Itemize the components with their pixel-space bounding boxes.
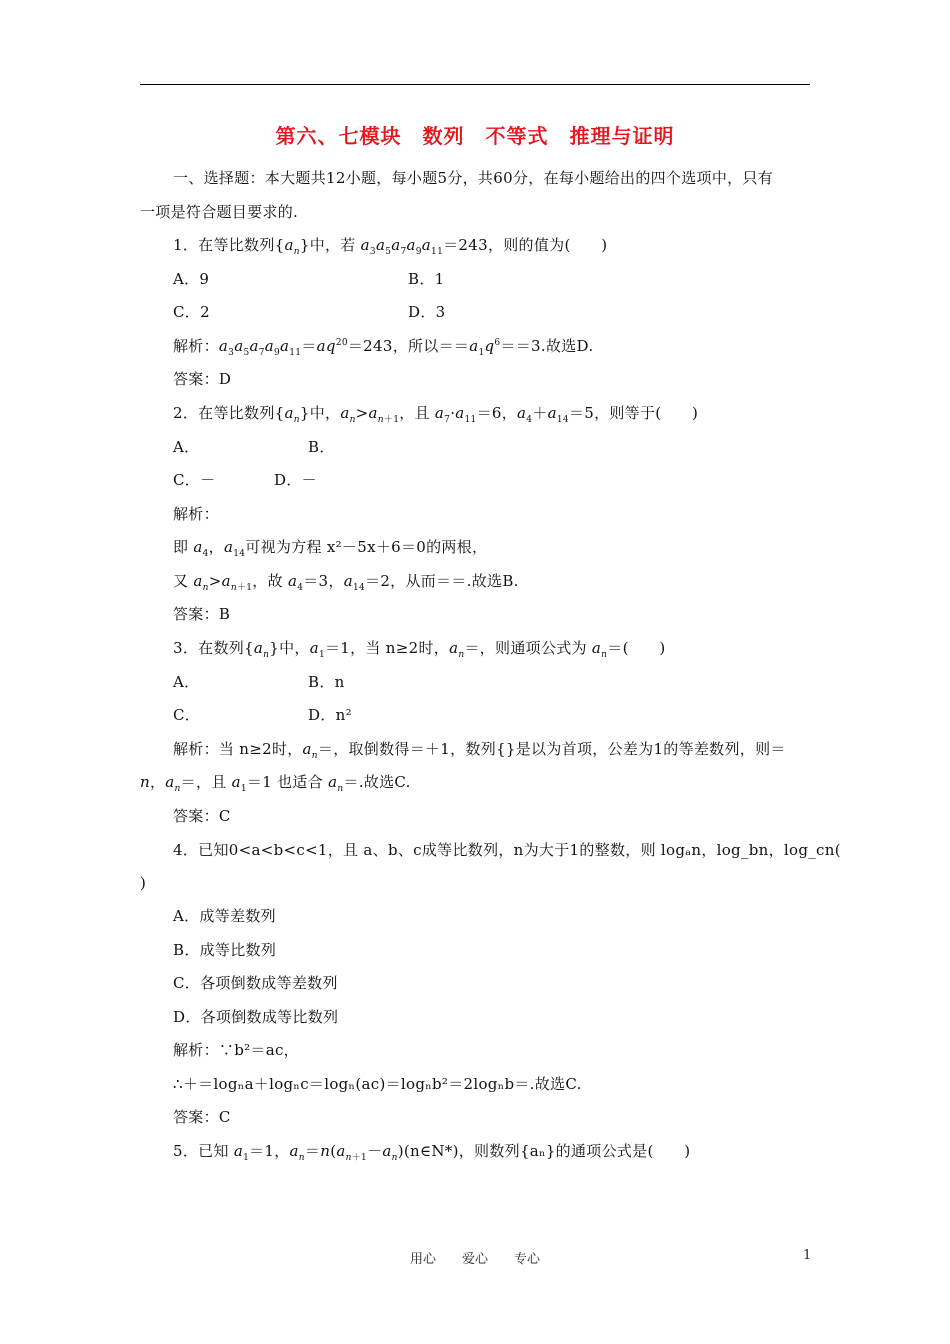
q3-option-d: D．n² [308,706,352,724]
q1-option-b: B．1 [408,270,445,288]
q1-stem: 1．在等比数列$\{a_n\}$中，若 $a_3a_5a_7a_9a_{11}=243$，则的值为( ) [173,236,608,257]
q2-stem: 2．在等比数列$\{a_n\}$中，$a_n>a_{n+1}$，且 $a_7\cdot a_{11}=6$，$a_4+a_{14}=5$，则等于( ) [173,404,699,425]
q4-option-a: A．成等差数列 [173,907,276,925]
q4-solution-2: ∴＋＝logₙa＋logₙc＝logₙ(ac)＝logₙb²＝2logₙb＝.故选C. [173,1075,582,1093]
q4-option-b: B．成等比数列 [173,941,277,959]
page-number: 1 [803,1248,812,1263]
q4-stem-2: ) [140,874,147,892]
q3-stem: 3．在数列$\{a_n\}$中，$a_1=1$，当 n≥2时，$a_n=$，则通项公式为 $a_n=$( ) [173,639,666,660]
q4-stem-1: 4．已知0<a<b<c<1，且 a、b、c成等比数列，n为大于1的整数，则 logₐn，log_bn，log_cn( [173,841,841,859]
q1-option-c: C．2 [173,303,210,321]
q4-option-d: D．各项倒数成等比数列 [173,1008,339,1026]
q3-option-b: B．n [308,673,345,691]
q3-solution-1: 解析：当 n≥2时，$a_n=$，取倒数得＝＋1，数列{}是以为首项，公差为1的等差数列，则＝ [173,740,786,761]
q4-option-c: C．各项倒数成等差数列 [173,974,338,992]
page-title: 第六、七模块 数列 不等式 推理与证明 [275,124,675,148]
intro-line-2: 一项是符合题目要求的. [140,203,299,221]
q2-option-b: B． [308,438,335,456]
q2-solution-label: 解析： [173,505,219,523]
q4-solution-1: 解析：∵b²＝ac， [173,1041,299,1059]
q3-option-c: C． [173,706,201,724]
q2-solution-2: 又 $a_n>a_{n+1}$，故 $a_4=3$，$a_{14}=2$，从而＝＝.故选B. [173,572,519,593]
q1-solution: 解析：$a_3a_5a_7a_9a_{11}=aq^{20}=243$，所以$==a_1q^6==3$.故选D. [173,337,594,358]
q1-option-d: D．3 [408,303,446,321]
q2-option-d: D．－ [274,471,317,489]
q3-option-a: A． [173,673,200,691]
intro-line-1: 一、选择题：本大题共12小题，每小题5分，共60分，在每小题给出的四个选项中，只有 [173,169,774,187]
q2-option-a: A． [173,438,200,456]
q2-answer: 答案：B [173,605,231,623]
q1-option-a: A．9 [173,270,210,288]
q5-stem: 5．已知 $a_1=1$，$a_n=n(a_{n+1}-a_n)(n\in N*)$，则数列{aₙ}的通项公式是( ) [173,1142,691,1163]
q2-option-c: C．－ [173,471,216,489]
page-footer: 用心 爱心 专心 [409,1252,540,1267]
header-rule [140,84,810,85]
q2-solution-1: 即 $a_4$，$a_{14}$可视为方程 x²－5x＋6＝0的两根， [173,538,488,559]
q4-answer: 答案：C [173,1108,231,1126]
q1-answer: 答案：D [173,370,232,388]
q3-answer: 答案：C [173,807,231,825]
q3-solution-2: n，$a_n=$，且 $a_1=1$ 也适合 $a_n=$.故选C. [140,773,411,794]
